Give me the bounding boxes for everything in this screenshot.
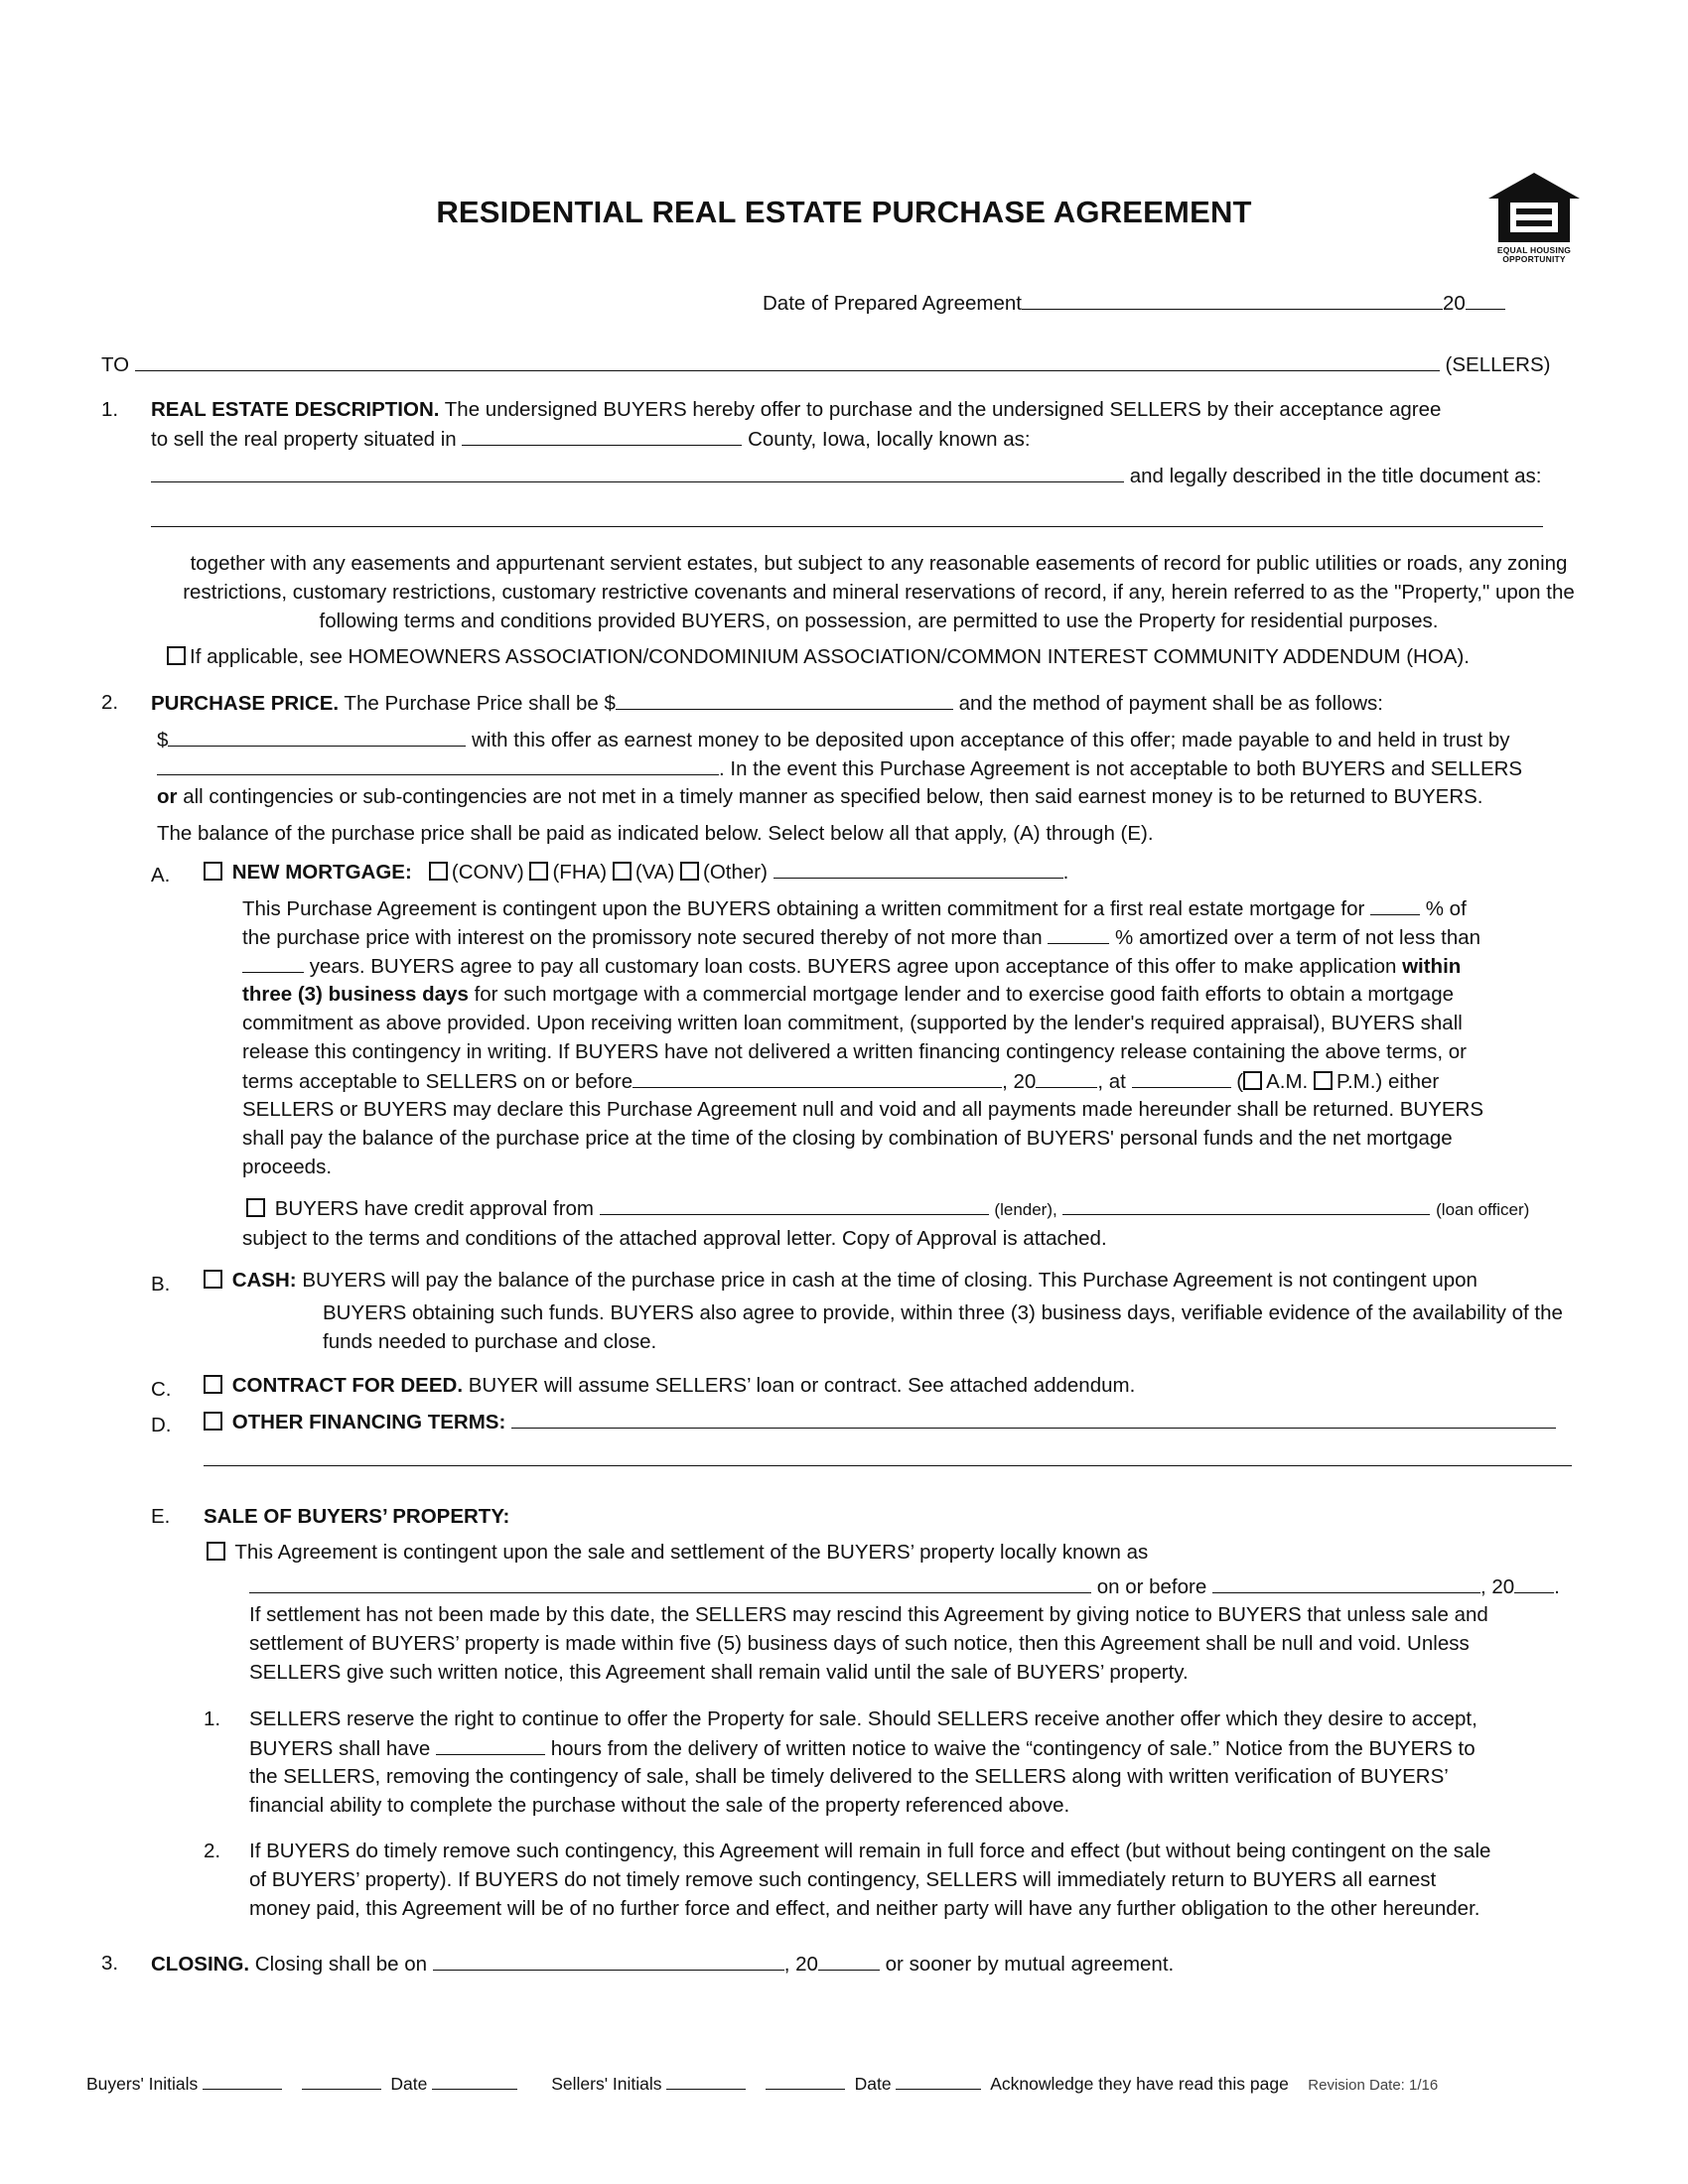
county-field[interactable] <box>462 427 742 446</box>
credit-approval-checkbox[interactable] <box>246 1198 265 1217</box>
earnest-line-a <box>157 728 1510 752</box>
seller-initials-field-2[interactable] <box>766 2071 845 2090</box>
fha-label: (FHA) <box>552 861 608 884</box>
sale-item2-line-1: If BUYERS do timely remove such contingency, this Agreement will remain in full force and effect (but without being contingent on the sale <box>249 1840 1491 1862</box>
legal-description-field[interactable] <box>151 508 1543 527</box>
contract-for-deed-line <box>204 1374 1135 1398</box>
section2-price-line <box>151 691 1383 716</box>
sale-property-heading: SALE OF BUYERS’ PROPERTY: <box>204 1505 510 1528</box>
mortgage-line-1 <box>242 896 1467 921</box>
financing-deadline-field[interactable] <box>633 1069 1002 1088</box>
earnest-dollar: $ <box>157 729 169 751</box>
buyers-date-label: Date <box>390 2074 428 2094</box>
sale-item1-l2-post: hours from the delivery of written notice to waive the “contingency of sale.” Notice from the BUYERS to <box>550 1737 1476 1760</box>
section1-text-c-post: and legally described in the title document as: <box>1129 465 1542 487</box>
term-years-field[interactable] <box>242 954 304 973</box>
new-mortgage-checkbox[interactable] <box>204 862 222 881</box>
mortgage-l1-pre: This Purchase Agreement is contingent upon the BUYERS obtaining a written commitment for a first real estate mortgage for <box>242 897 1365 920</box>
sellers-initials-label: Sellers' Initials <box>551 2074 662 2094</box>
mortgage-l1-post: % of <box>1425 897 1467 920</box>
revision-date: Revision Date: 1/16 <box>1308 2077 1439 2094</box>
earnest-amount-field[interactable] <box>168 728 466 747</box>
buyers-initials-label: Buyers' Initials <box>86 2074 199 2094</box>
subsection-a-letter: A. <box>151 864 171 887</box>
section2-heading: PURCHASE PRICE. <box>151 692 340 715</box>
mortgage-l7-pre: terms acceptable to SELLERS on or before <box>242 1070 633 1093</box>
sale-property-line-5: SELLERS give such written notice, this Agreement shall remain valid until the sale of BUYERS’ property. <box>249 1661 1189 1684</box>
sale-item1-line-1: SELLERS reserve the right to continue to offer the Property for sale. Should SELLERS receive another offer which they desire to accept, <box>249 1707 1477 1730</box>
hoa-text: If applicable, see HOMEOWNERS ASSOCIATION/CONDOMINIUM ASSOCIATION/COMMON INTEREST COMMUNITY ADDENDUM (HOA). <box>190 645 1470 668</box>
subsection-e-letter: E. <box>151 1505 171 1528</box>
section1-heading: REAL ESTATE DESCRIPTION. <box>151 398 440 421</box>
section1-text-a: The undersigned BUYERS hereby offer to purchase and the undersigned SELLERS by their acceptance agree <box>444 398 1442 421</box>
other-financing-line-2 <box>204 1447 1572 1472</box>
am-label: A.M. <box>1266 1070 1309 1093</box>
sale-year-field[interactable] <box>1514 1574 1554 1593</box>
acknowledge-text: Acknowledge they have read this page <box>990 2074 1289 2094</box>
section1-line-c <box>151 464 1542 488</box>
earnest-b: . In the event this Purchase Agreement is not acceptable to both BUYERS and SELLERS <box>719 757 1523 780</box>
contract-for-deed-heading: CONTRACT FOR DEED. <box>231 1374 464 1397</box>
mortgage-line-2 <box>242 925 1480 950</box>
loan-officer-label: (loan officer) <box>1436 1200 1530 1219</box>
date-prepared-field[interactable] <box>1022 291 1443 310</box>
hoa-checkbox[interactable] <box>167 646 186 665</box>
cash-heading: CASH: <box>231 1269 297 1292</box>
sellers-name-field[interactable] <box>135 352 1440 371</box>
mortgage-l3-bold: within <box>1402 955 1462 978</box>
purchase-price-field[interactable] <box>616 691 953 710</box>
mortgage-l2-pre: the purchase price with interest on the promissory note secured thereby of not more than <box>242 926 1043 949</box>
other-financing-field[interactable] <box>511 1410 1556 1429</box>
logo-line-2: OPPORTUNITY <box>1502 254 1566 264</box>
credit-approval-line <box>246 1196 1529 1221</box>
mortgage-line-7: terms acceptable to SELLERS on or before , 20 , at ( A.M. P.M.) either <box>242 1070 1440 1093</box>
sale-item2-number: 2. <box>204 1840 221 1862</box>
sale-property-checkbox[interactable] <box>207 1542 225 1561</box>
mortgage-line-10: proceeds. <box>242 1156 333 1178</box>
mortgage-percent-field[interactable] <box>1370 896 1420 915</box>
mortgage-l4-bold: three (3) business days <box>242 983 469 1006</box>
mortgage-l2-post: % amortized over a term of not less than <box>1115 926 1481 949</box>
section3-number: 3. <box>101 1952 119 1975</box>
conv-label: (CONV) <box>451 861 524 884</box>
new-mortgage-heading: NEW MORTGAGE: <box>231 861 412 884</box>
mortgage-line-4 <box>242 983 1454 1007</box>
sale-item2-line-2: of BUYERS’ property). If BUYERS do not timely remove such contingency, SELLERS will immediately return to BUYERS all earnest <box>249 1868 1437 1891</box>
buyer-initials-field-1[interactable] <box>203 2071 282 2090</box>
earnest-line-c <box>157 785 1483 809</box>
sale-item1-l2-pre: BUYERS shall have <box>249 1737 431 1760</box>
financing-time-field[interactable] <box>1132 1069 1231 1088</box>
closing-year-field[interactable] <box>818 1952 880 1971</box>
section1-line-b <box>151 427 1031 452</box>
sale-l1: This Agreement is contingent upon the sale and settlement of the BUYERS’ property locally known as <box>234 1541 1149 1564</box>
closing-line <box>151 1952 1174 1977</box>
closing-mid: , 20 <box>783 1953 818 1976</box>
mortgage-l3: years. BUYERS agree to pay all customary loan costs. BUYERS agree upon acceptance of this offer to make application <box>309 955 1397 978</box>
section1-text-b-post: County, Iowa, locally known as: <box>748 428 1031 451</box>
new-mortgage-line: NEW MORTGAGE: (CONV) (FHA) (VA) (Other) . <box>204 860 1068 885</box>
section1-number: 1. <box>101 398 119 421</box>
cash-line-3: funds needed to purchase and close. <box>323 1330 657 1353</box>
financing-year-field[interactable] <box>1036 1069 1097 1088</box>
sellers-suffix: (SELLERS) <box>1445 353 1551 376</box>
mortgage-l7-20: , 20 <box>1002 1070 1037 1093</box>
earnest-or: or <box>157 785 178 808</box>
seller-initials-field-1[interactable] <box>666 2071 746 2090</box>
hoa-line <box>167 645 1470 669</box>
mortgage-l4: for such mortgage with a commercial mortgage lender and to exercise good faith efforts to obtain a mortgage <box>474 983 1455 1006</box>
cash-line-1 <box>204 1269 1477 1293</box>
to-label: TO <box>101 353 130 376</box>
other-financing-line <box>204 1410 1556 1434</box>
section1-text-b-pre: to sell the real property situated in <box>151 428 457 451</box>
other-financing-checkbox[interactable] <box>204 1412 222 1431</box>
buyer-initials-field-2[interactable] <box>302 2071 381 2090</box>
cash-line-2: BUYERS obtaining such funds. BUYERS also agree to provide, within three (3) business days, verifiable evidence of the availability of the <box>323 1301 1563 1324</box>
lender-label: (lender), <box>994 1200 1057 1219</box>
sale-l2-end: , 20 <box>1479 1575 1515 1598</box>
contract-for-deed-text: BUYER will assume SELLERS’ loan or contract. See attached addendum. <box>468 1374 1136 1397</box>
conv-checkbox[interactable] <box>429 862 448 881</box>
buyers-property-field[interactable] <box>249 1574 1091 1593</box>
other-financing-field-2[interactable] <box>204 1447 1572 1466</box>
contract-for-deed-checkbox[interactable] <box>204 1375 222 1394</box>
section1-line-a <box>151 398 1441 422</box>
sellers-date-field[interactable] <box>896 2071 981 2090</box>
va-checkbox[interactable] <box>613 862 632 881</box>
other-mortgage-field[interactable] <box>774 860 1063 879</box>
sale-item2-line-3: money paid, this Agreement will be of no further force and effect, and neither party will have any further obligation to the other hereunder. <box>249 1897 1480 1920</box>
locally-known-field[interactable] <box>151 464 1124 482</box>
logo-line-1: EQUAL HOUSING <box>1496 245 1572 255</box>
closing-pre: Closing shall be on <box>254 1953 428 1976</box>
trust-holder-field[interactable] <box>157 756 719 775</box>
date-prepared-year: 20 <box>1442 292 1466 315</box>
price-pre: The Purchase Price shall be $ <box>344 692 616 715</box>
equal-housing-logo <box>1486 171 1582 264</box>
sale-l2-mid: on or before <box>1096 1575 1207 1598</box>
date-prepared-year-field[interactable] <box>1466 291 1505 310</box>
am-checkbox[interactable] <box>1243 1071 1262 1090</box>
other-checkbox[interactable] <box>680 862 699 881</box>
mortgage-line-8: SELLERS or BUYERS may declare this Purchase Agreement null and void and all payments made hereunder shall be returned. BUYERS <box>242 1098 1484 1121</box>
date-prepared-line <box>763 291 1505 316</box>
interest-rate-field[interactable] <box>1048 925 1109 944</box>
other-financing-heading: OTHER FINANCING TERMS: <box>231 1411 506 1433</box>
sale-property-line-4: settlement of BUYERS’ property is made within five (5) business days of such notice, then this Agreement shall be null and void. Unless <box>249 1632 1470 1655</box>
balance-line: The balance of the purchase price shall be paid as indicated below. Select below all that apply, (A) through (E). <box>157 822 1154 845</box>
sale-item1-line-3: the SELLERS, removing the contingency of sale, shall be timely delivered to the SELLERS along with written verification of BUYERS’ <box>249 1765 1449 1788</box>
equal-housing-opportunity-icon <box>1486 171 1582 246</box>
pm-checkbox[interactable] <box>1314 1071 1333 1090</box>
fha-checkbox[interactable] <box>529 862 548 881</box>
mortgage-line-9: shall pay the balance of the purchase price at the time of the closing by combination of BUYERS' personal funds and the net mortgage <box>242 1127 1453 1150</box>
to-line <box>101 352 1550 377</box>
section1-line-d <box>151 508 1543 533</box>
sale-item1-line-4: financial ability to complete the purchase without the sale of the property referenced above. <box>249 1794 1070 1817</box>
section2-number: 2. <box>101 691 119 714</box>
subsection-c-letter: C. <box>151 1378 172 1401</box>
mortgage-line-3 <box>242 954 1461 979</box>
mortgage-l7-at: , at <box>1097 1070 1126 1093</box>
credit-pre: BUYERS have credit approval from <box>274 1197 595 1220</box>
easements-paragraph: together with any easements and appurtenant servient estates, but subject to any reasonable easements of record for public utilities or roads, any zoning restrictions, customary restrictions, customary restrictive covenants and mineral reservations of record, if any, herein referred to as the "Property," upon the following terms and conditions provided BUYERS, on possession, are permitted to use the Property for residential purposes. <box>183 552 1575 632</box>
closing-heading: CLOSING. <box>151 1953 250 1976</box>
earnest-line-b <box>157 756 1522 781</box>
sellers-date-label: Date <box>854 2074 892 2094</box>
pm-label: P.M.) either <box>1336 1070 1440 1093</box>
subsection-b-letter: B. <box>151 1273 171 1296</box>
mortgage-line-6: release this contingency in writing. If BUYERS have not delivered a written financing contingency release containing the above terms, or <box>242 1040 1467 1063</box>
buyers-date-field[interactable] <box>432 2071 517 2090</box>
mortgage-line-5: commitment as above provided. Upon receiving written loan commitment, (supported by the lender's required appraisal), BUYERS shall <box>242 1012 1463 1034</box>
credit-approval-line-2: subject to the terms and conditions of the attached approval letter. Copy of Approval is attached. <box>242 1227 1107 1250</box>
subsection-d-letter: D. <box>151 1414 172 1436</box>
sale-property-line-1 <box>207 1541 1148 1565</box>
earnest-post: with this offer as earnest money to be deposited upon acceptance of this offer; made payable to and held in trust by <box>472 729 1510 751</box>
sale-property-line-3: If settlement has not been made by this date, the SELLERS may rescind this Agreement by giving notice to BUYERS that unless sale and <box>249 1603 1488 1626</box>
lender-field[interactable] <box>600 1196 989 1215</box>
earnest-c: all contingencies or sub-contingencies are not met in a timely manner as specified below, then said earnest money is to be returned to BUYERS. <box>183 785 1483 808</box>
va-label: (VA) <box>634 861 675 884</box>
price-post: and the method of payment shall be as follows: <box>958 692 1383 715</box>
closing-date-field[interactable] <box>433 1952 784 1971</box>
waiver-hours-field[interactable] <box>436 1736 545 1755</box>
date-prepared-label: Date of Prepared Agreement <box>763 292 1022 315</box>
sale-item1-number: 1. <box>204 1707 221 1730</box>
footer <box>86 2071 1438 2095</box>
cash-l1: BUYERS will pay the balance of the purchase price in cash at the time of closing. This Purchase Agreement is not contingent upon <box>302 1269 1477 1292</box>
sale-item1-line-2 <box>249 1736 1476 1761</box>
sale-deadline-field[interactable] <box>1212 1574 1480 1593</box>
loan-officer-field[interactable] <box>1062 1196 1430 1215</box>
sale-property-line-2: on or before , 20 . <box>249 1574 1560 1599</box>
page-title: RESIDENTIAL REAL ESTATE PURCHASE AGREEMENT <box>436 195 1252 229</box>
cash-checkbox[interactable] <box>204 1270 222 1289</box>
closing-post: or sooner by mutual agreement. <box>885 1953 1175 1976</box>
other-label: (Other) <box>703 861 768 884</box>
